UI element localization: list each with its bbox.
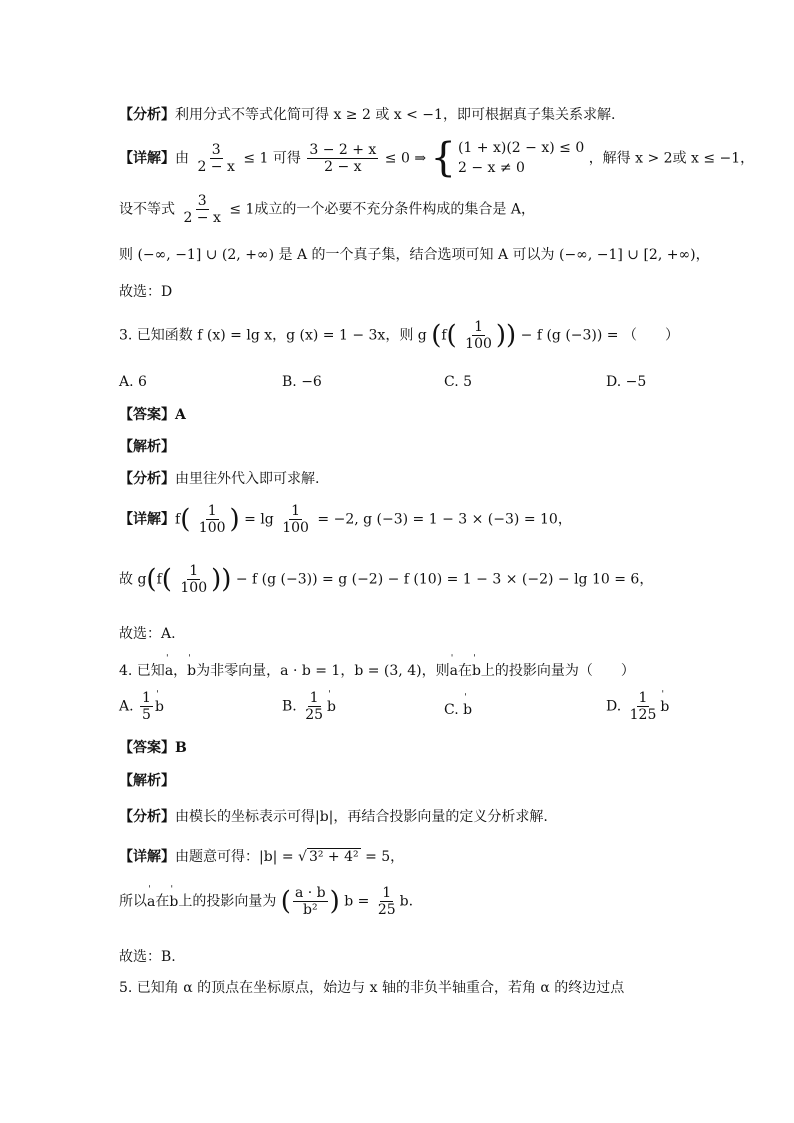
analysis-line: [119, 468, 319, 488]
stem-text: 在: [457, 663, 472, 679]
vector-a: ˈ a: [165, 663, 173, 679]
detail-line: 【详解】由题意可得：|b| = √ 3² + 4² = 5，: [119, 849, 405, 865]
detail-text: ≤ 1 可得: [243, 150, 301, 167]
stem-text: f: [441, 327, 447, 344]
stem-text: 4. 已知: [119, 663, 165, 679]
analysis-text: 利用分式不等式化简可得 x ≥ 2 或 x < −1，即可根据真子集关系求解.: [175, 107, 616, 123]
stem-text: ，: [173, 663, 188, 679]
option-a: A. 6: [119, 374, 147, 390]
vector-a: ˈ a: [147, 894, 155, 910]
fraction: $\frac{a \cdot b}{\text{b²}}$: [294, 885, 326, 919]
detail-text: f: [175, 511, 181, 528]
fraction: $\frac{1}{125}$: [629, 690, 657, 724]
answer-line: 故选：B.: [119, 949, 176, 965]
fraction: $\frac{1}{100}$: [180, 563, 208, 597]
projection-text: b.: [399, 893, 414, 910]
option-a: [119, 690, 164, 723]
solution-tag: 【解析】: [119, 439, 175, 455]
detail-text: = lg: [244, 511, 274, 528]
set-text: 设不等式: [119, 201, 175, 218]
answer-tag: 【答案】A: [119, 407, 186, 423]
fraction: $\frac{1}{100}$: [198, 503, 226, 537]
question-5-stem: 5. 已知角 α 的顶点在坐标原点，始边与 x 轴的非负半轴重合，若角 α 的终边过点: [119, 980, 625, 996]
stem-text: b = (3, 4)，则: [354, 663, 450, 679]
answer-line: 故选：D: [119, 284, 173, 300]
option-b: [282, 690, 336, 723]
fraction: $\frac{1}{5}$: [142, 690, 151, 724]
analysis-text: 由里往外代入即可求解.: [175, 471, 320, 487]
detail-tag: 【详解】: [119, 849, 175, 865]
solution-tag: 【解析】: [119, 773, 175, 789]
stem-text: − f (g (−3)) = （ ）: [520, 327, 679, 344]
analysis-line: [119, 806, 548, 826]
projection-text: 上的投影向量为: [178, 893, 277, 910]
detail-text: = −2, g (−3) = 1 − 3 × (−3) = 10，: [317, 511, 572, 528]
option-label: D.: [606, 698, 622, 715]
option-c: [444, 702, 472, 718]
stem-text: 上的投影向量为（ ）: [480, 663, 635, 679]
analysis-tag: 【分析】: [119, 809, 175, 825]
detail-text: 由题意可得：: [175, 849, 259, 865]
projection-line: 所以ˈ a在ˈ b上的投影向量为 ( $\frac{a \cdot b}{\text{b²}}$ ) b = $\frac{1}{25}$ b.: [119, 885, 413, 918]
projection-text: 在: [155, 893, 170, 910]
analysis-line: [119, 104, 615, 124]
set-text: ≤ 1成立的一个必要不充分条件构成的集合是 A，: [229, 201, 535, 218]
option-label: C.: [444, 702, 459, 718]
option-label: B.: [282, 698, 297, 715]
projection-text: b =: [344, 893, 370, 910]
fraction: $\frac{1}{25}$: [305, 690, 324, 724]
fraction: $\frac{1}{25}$: [377, 885, 396, 919]
fraction: $\frac{3}{2 - x}$: [183, 193, 221, 227]
fraction: $\frac{3}{2 - x}$: [197, 141, 235, 175]
norm-b: |b|: [315, 809, 334, 825]
stem-text: 3. 已知函数 f (x) = lg x，g (x) = 1 − 3x，则 g: [119, 327, 427, 344]
step-text: − f (g (−3)) = g (−2) − f (10) = 1 − 3 × (−2) − lg 10 = 6，: [235, 571, 654, 588]
answer-line: 故选：A.: [119, 626, 176, 642]
stem-text: a · b = 1，: [280, 663, 355, 679]
step-text: f: [156, 571, 162, 588]
norm-b: |b| =: [259, 849, 294, 865]
fraction: $\frac{3 - 2 + x}{2 - x}$: [309, 141, 377, 175]
stem-text: 为非零向量，: [196, 663, 281, 679]
projection-text: 所以: [119, 893, 147, 910]
vector-b: ˈ b: [187, 663, 196, 679]
vector-b: ˈ b: [169, 894, 178, 910]
vector-b: ˈ b: [472, 663, 481, 679]
question-3-stem: 3. 已知函数 f (x) = lg x，g (x) = 1 − 3x，则 g (f( $\frac{1}{100}$ )) − f (g (−3)) = （ ）: [119, 319, 679, 353]
analysis-text: 由模长的坐标表示可得: [175, 809, 315, 825]
detail-tag: 【详解】: [119, 511, 175, 528]
detail-text: = 5，: [365, 849, 405, 865]
analysis-tag: 【分析】: [119, 471, 175, 487]
subset-line: 则 (−∞, −1] ∪ (2, +∞) 是 A 的一个真子集，结合选项可知 A 可以为 (−∞, −1] ∪ [2, +∞)，: [119, 247, 710, 263]
detail-text: ，解得 x > 2或 x ≤ −1，: [588, 150, 755, 167]
equation-system: { (1 + x)(2 − x) ≤ 0 2 − x ≠ 0: [430, 135, 585, 182]
brace-icon: {: [430, 135, 456, 182]
analysis-text: ，再结合投影向量的定义分析求解.: [333, 809, 548, 825]
set-line: [119, 193, 535, 226]
detail-text: 由: [175, 150, 189, 167]
fraction: $\frac{1}{100}$: [282, 503, 309, 537]
detail-text: ≤ 0 ⇒: [384, 150, 427, 167]
fraction: $\frac{1}{100}$: [465, 319, 492, 353]
option-label: A.: [119, 698, 134, 715]
vector-a: ˈ a: [450, 663, 458, 679]
question-4-stem: [119, 660, 635, 680]
answer-tag: 【答案】B: [119, 740, 187, 756]
option-b: B. −6: [282, 374, 322, 390]
option-c: C. 5: [444, 374, 473, 390]
detail-tag: 【详解】: [119, 150, 175, 167]
option-d: [606, 690, 669, 723]
option-d: D. −5: [606, 374, 647, 390]
detail-line: [119, 135, 755, 182]
detail-line: 【详解】f( $\frac{1}{100}$ ) = lg $\frac{1}{100}$ = −2, g (−3) = 1 − 3 × (−3) = 10，: [119, 503, 572, 537]
vector-b: ˈ b: [155, 699, 164, 715]
sqrt-expression: 3² + 4²: [308, 849, 359, 865]
step-text: 故 g: [119, 571, 147, 588]
analysis-tag: 【分析】: [119, 107, 175, 123]
step-line: 故 g(f( $\frac{1}{100}$ )) − f (g (−3)) = g (−2) − f (10) = 1 − 3 × (−2) − lg 10 = 6，: [119, 563, 654, 597]
vector-b: ˈ b: [660, 699, 669, 715]
vector-b: ˈ b: [463, 702, 472, 718]
vector-b: ˈ b: [327, 699, 336, 715]
